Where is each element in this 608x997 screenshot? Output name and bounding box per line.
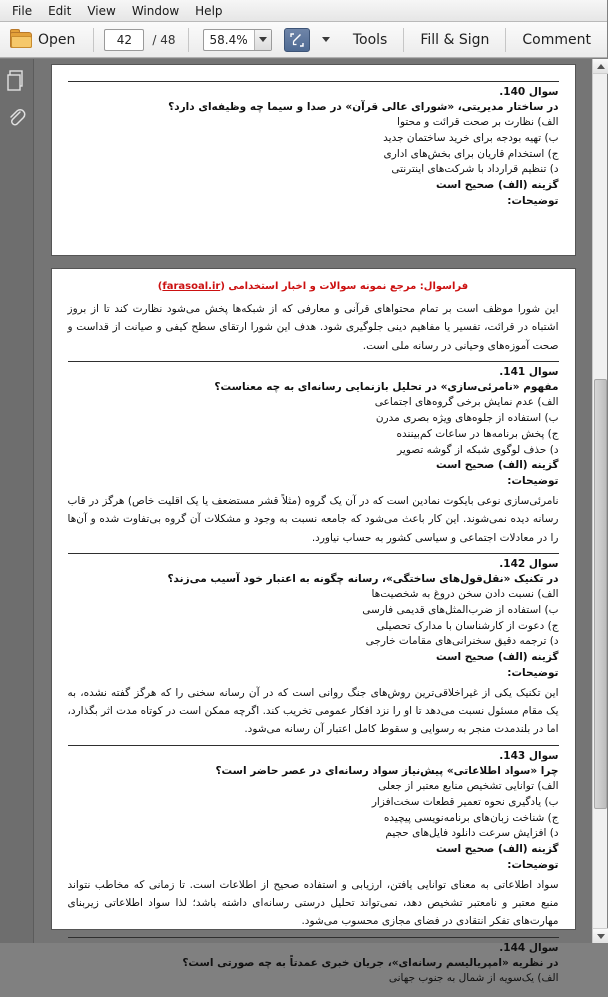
explanation-text: این تکنیک یکی از غیراخلاقی‌ترین روش‌های جنگ روانی است که در آن رسانه سخنی را که هرگز گفته نشده، به یک مقام مسئول نسبت می‌دهد تا او را نزد افکار عمومی تخریب کند. اگرچه ممکن است در کوتاه مدت اثر بگذارد، اما در بلندمدت منجر به رسوایی و سقوط کامل اعتبار آن رسانه می‌شود. (67, 686, 559, 736)
zoom-dropdown-arrow[interactable] (254, 30, 271, 50)
zoom-level-value: 58.4% (209, 32, 248, 47)
question-number: سوال 142. (499, 557, 559, 570)
marquee-zoom-button[interactable] (284, 28, 310, 52)
marquee-zoom-icon (289, 32, 305, 48)
correct-answer: گزینه (الف) صحیح است (436, 459, 559, 472)
option-c: ج) استخدام قاریان برای بخش‌های اداری (383, 147, 559, 160)
tools-pane-button[interactable]: Tools (352, 31, 388, 48)
chevron-down-icon (322, 37, 330, 42)
question-stem: چرا «سواد اطلاعاتی» پیش‌نیاز سواد رسانه‌ای در عصر حاضر است؟ (215, 764, 559, 777)
option-d: د) افزایش سرعت دانلود فایل‌های حجیم (385, 827, 559, 840)
comment-pane-button[interactable]: Comment (522, 31, 591, 48)
toolbar-divider-2 (188, 28, 189, 52)
explanation-text: سواد اطلاعاتی به معنای توانایی یافتن، ارزیابی و استفاده صحیح از اطلاعات است. تا زمانی که مخاطب نتواند منبع معتبر و نامعتبر تشخیص دهد، نمی‌تواند تحلیل درستی رسانه‌ای داشته باشد؛ لذا سواد اطلاعاتی زیربنای مهارت‌های تفکر انتقادی در فضای مجازی محسوب می‌شود. (67, 878, 559, 928)
correct-answer: گزینه (الف) صحیح است (436, 179, 559, 192)
vertical-scrollbar[interactable] (592, 59, 607, 943)
option-d: د) حذف لوگوی شبکه از گوشه تصویر (397, 443, 559, 456)
navigation-rail (0, 59, 34, 943)
explanation-label: توضیحات: (507, 858, 559, 871)
option-d: د) تنظیم قرارداد با شرکت‌های اینترنتی (391, 163, 559, 176)
toolbar-divider-4 (505, 28, 506, 52)
option-a: الف) عدم نمایش برخی گروه‌های اجتماعی (374, 396, 559, 409)
option-a: الف) توانایی تشخیص منابع معتبر از جعلی (378, 780, 559, 793)
menu-help[interactable]: Help (195, 3, 223, 18)
option-c: ج) پخش برنامه‌ها در ساعات کم‌بیننده (396, 427, 559, 440)
pdf-page-43 (52, 269, 575, 984)
option-b: ب) استفاده از ضرب‌المثل‌های قدیمی فارسی (362, 603, 559, 616)
attachments-paperclip-icon[interactable] (6, 107, 28, 131)
question-stem: در تکنیک «نقل‌قول‌های ساختگی»، رسانه چگونه به اعتبار خود آسیب می‌زند؟ (167, 572, 559, 585)
scroll-up-arrow-icon (597, 64, 605, 69)
question-stem: مفهوم «نامرئی‌سازی» در تحلیل بازنمایی رسانه‌ای به چه معناست؟ (214, 381, 559, 394)
page-thumbnails-icon[interactable] (6, 69, 28, 93)
rule (68, 553, 559, 554)
fill-and-sign-button[interactable]: Fill & Sign (420, 31, 490, 48)
menu-bar (0, 0, 607, 22)
question-number: سوال 140. (499, 86, 559, 98)
option-c: ج) شناخت زبان‌های برنامه‌نویسی پیچیده (383, 811, 559, 824)
rule (68, 937, 559, 938)
open-button-label: Open (38, 31, 76, 48)
main-toolbar (0, 22, 607, 58)
toolbar-divider-3 (403, 28, 404, 52)
explanation-label: توضیحات: (507, 475, 559, 488)
correct-answer: گزینه (الف) صحیح است (436, 843, 559, 856)
document-viewport[interactable] (34, 59, 592, 984)
vertical-scroll-thumb[interactable] (594, 379, 607, 809)
scroll-up-button[interactable] (593, 59, 608, 74)
explanation-text: نامرئی‌سازی نوعی بایکوت نمادین است که در آن یک گروه (مثلاً قشر مستضعف یا یک اقلیت خاص) هرگز در قاب رسانه دیده نمی‌شوند. این کار باعث می‌شود که جامعه نسبت به وجود و مشکلات آن گروه بی‌تفاوت شده و آن‌ها را در معادلات اجتماعی و سیاسی کشور به حساب نیاورد. (67, 494, 559, 544)
watermark-suffix: ) (157, 281, 163, 292)
rule (68, 81, 559, 82)
option-c: ج) دعوت از کارشناسان با مدارک تحصیلی (376, 619, 559, 632)
option-a: الف) نظارت بر صحت قرائت و محتوا (397, 116, 559, 129)
open-file-button[interactable] (6, 29, 83, 50)
page-number-input[interactable]: 42 (104, 29, 144, 51)
watermark-link[interactable]: farasoal.ir (162, 281, 221, 292)
tool-options-dropdown[interactable] (316, 28, 336, 52)
menu-view[interactable]: View (87, 3, 116, 18)
toolbar-right-group (343, 28, 601, 52)
option-d: د) ترجمه دقیق سخنرانی‌های مقامات خارجی (365, 635, 559, 648)
continued-explanation: این شورا موظف است بر تمام محتواهای قرآنی و معارفی که از شبکه‌ها پخش می‌شود نظارت کند تا از بروز اشتباه در قرائت، تفسیر یا مفاهیم دینی جلوگیری شود. هدف این شورا ارتقای سطح کیفی و صیانت از قداست و صحت آموزه‌های وحیانی در رسانه ملی است. (67, 303, 559, 352)
scroll-down-arrow-icon (597, 934, 605, 939)
option-b: ب) یادگیری نحوه تعمیر قطعات سخت‌افزار (371, 795, 559, 808)
folder-open-icon (10, 31, 32, 48)
option-a: الف) نسبت دادن سخن دروغ به شخصیت‌ها (371, 588, 559, 601)
toolbar-divider (93, 28, 94, 52)
pdf-page-42 (52, 65, 575, 255)
workspace (0, 59, 607, 984)
rule (68, 361, 559, 362)
watermark-prefix: فراسوال: مرجع نمونه سوالات و اخبار استخدامی ( (220, 281, 469, 292)
question-stem: در ساختار مدیریتی، «شورای عالی قرآن» در صدا و سیما چه وظیفه‌ای دارد؟ (168, 101, 559, 113)
watermark-credit (68, 281, 559, 292)
correct-answer: گزینه (الف) صحیح است (436, 651, 559, 664)
option-a: الف) یک‌سویه از شمال به جنوب جهانی (388, 971, 559, 984)
question-number: سوال 143. (499, 749, 559, 762)
menu-edit[interactable]: Edit (48, 3, 72, 18)
question-stem: در نظریه «امپریالیسم رسانه‌ای»، جریان خبری عمدتاً به چه صورتی است؟ (182, 956, 559, 969)
question-number: سوال 144. (499, 941, 559, 954)
explanation-label: توضیحات: (507, 194, 559, 207)
question-number: سوال 141. (499, 366, 559, 379)
menu-file[interactable]: File (12, 3, 33, 18)
menu-window[interactable]: Window (131, 3, 180, 18)
page-count-label: / 48 (152, 32, 176, 47)
scroll-down-button[interactable] (593, 928, 608, 943)
option-b: ب) تهیه بودجه برای خرید ساختمان جدید (383, 131, 559, 144)
rule (68, 745, 559, 746)
option-b: ب) استفاده از جلوه‌های ویژه بصری مدرن (375, 412, 559, 425)
chevron-down-icon (259, 37, 267, 42)
zoom-level-combobox[interactable] (203, 29, 272, 51)
explanation-label: توضیحات: (507, 666, 559, 679)
